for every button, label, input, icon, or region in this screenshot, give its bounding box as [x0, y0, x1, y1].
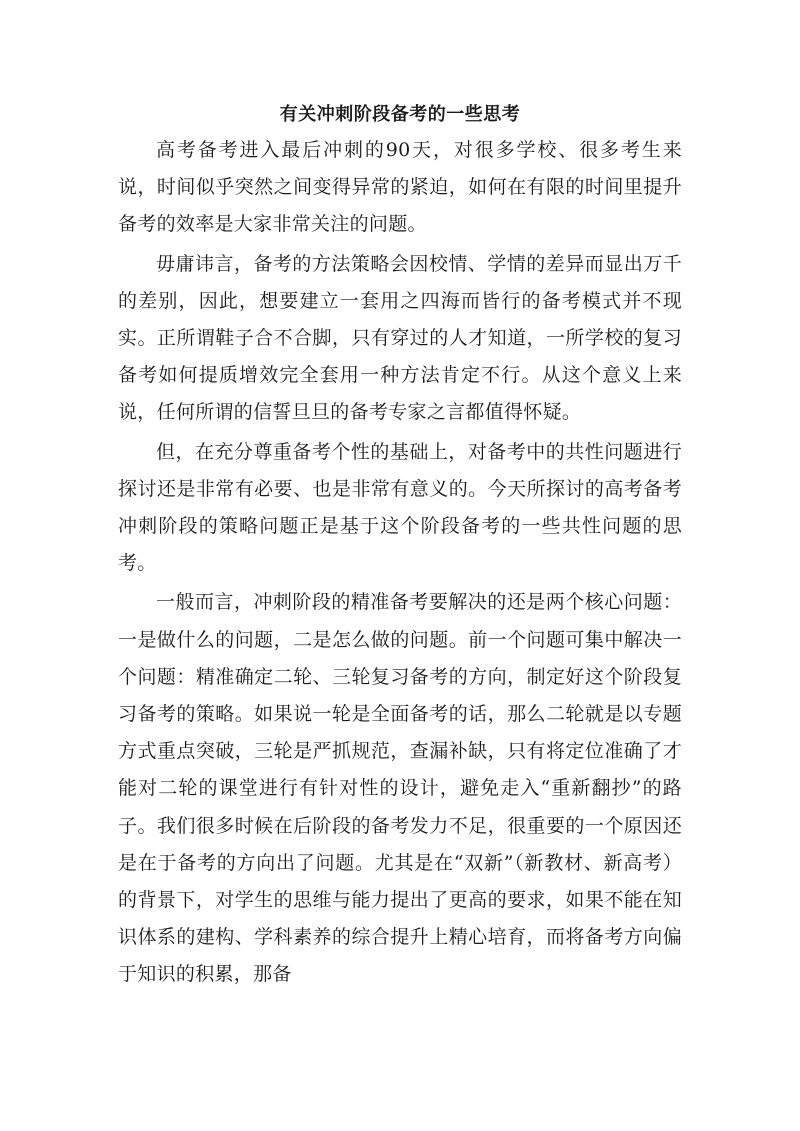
- paragraph-1: 高考备考进入最后冲刺的90天，对很多学校、很多考生来说，时间似乎突然之间变得异常的紧迫，如何在有限的时间里提升备考的效率是大家非常关注的问题。: [118, 139, 682, 236]
- document-title: 有关冲刺阶段备考的一些思考: [279, 104, 521, 125]
- paragraph-2: 毋庸讳言，备考的方法策略会因校情、学情的差异而显出万千的差别，因此，想要建立一套用之四海而皆行的备考模式并不现实。正所谓鞋子合不合脚，只有穿过的人才知道，一所学校的复习备考如何提质增效完全套用一种方法肯定不行。从这个意义上来说，任何所谓的信誓旦旦的备考专家之言都值得怀疑。: [118, 252, 682, 424]
- paragraph-3: 但，在充分尊重备考个性的基础上，对备考中的共性问题进行探讨还是非常有必要、也是非常有意义的。今天所探讨的高考备考冲刺阶段的策略问题正是基于这个阶段备考的一些共性问题的思考。: [118, 440, 682, 575]
- paragraph-4: 一般而言，冲刺阶段的精准备考要解决的还是两个核心问题：一是做什么的问题，二是怎么做的问题。前一个问题可集中解决一个问题：精准确定二轮、三轮复习备考的方向，制定好这个阶段复习备考的策略。如果说一轮是全面备考的话，那么二轮就是以专题方式重点突破，三轮是严抓规范，查漏补缺，只有将定位准确了才能对二轮的课堂进行有针对性的设计，避免走入“重新翻抄”的路子。我们很多时候在后阶段的备考发力不足，很重要的一个原因还是在于备考的方向出了问题。尤其是在“双新”（新教材、新高考）的背景下，对学生的思维与能力提出了更高的要求，如果不能在知识体系的建构、学科素养的综合提升上精心培育，而将备考方向偏于知识的积累，那备: [118, 591, 682, 986]
